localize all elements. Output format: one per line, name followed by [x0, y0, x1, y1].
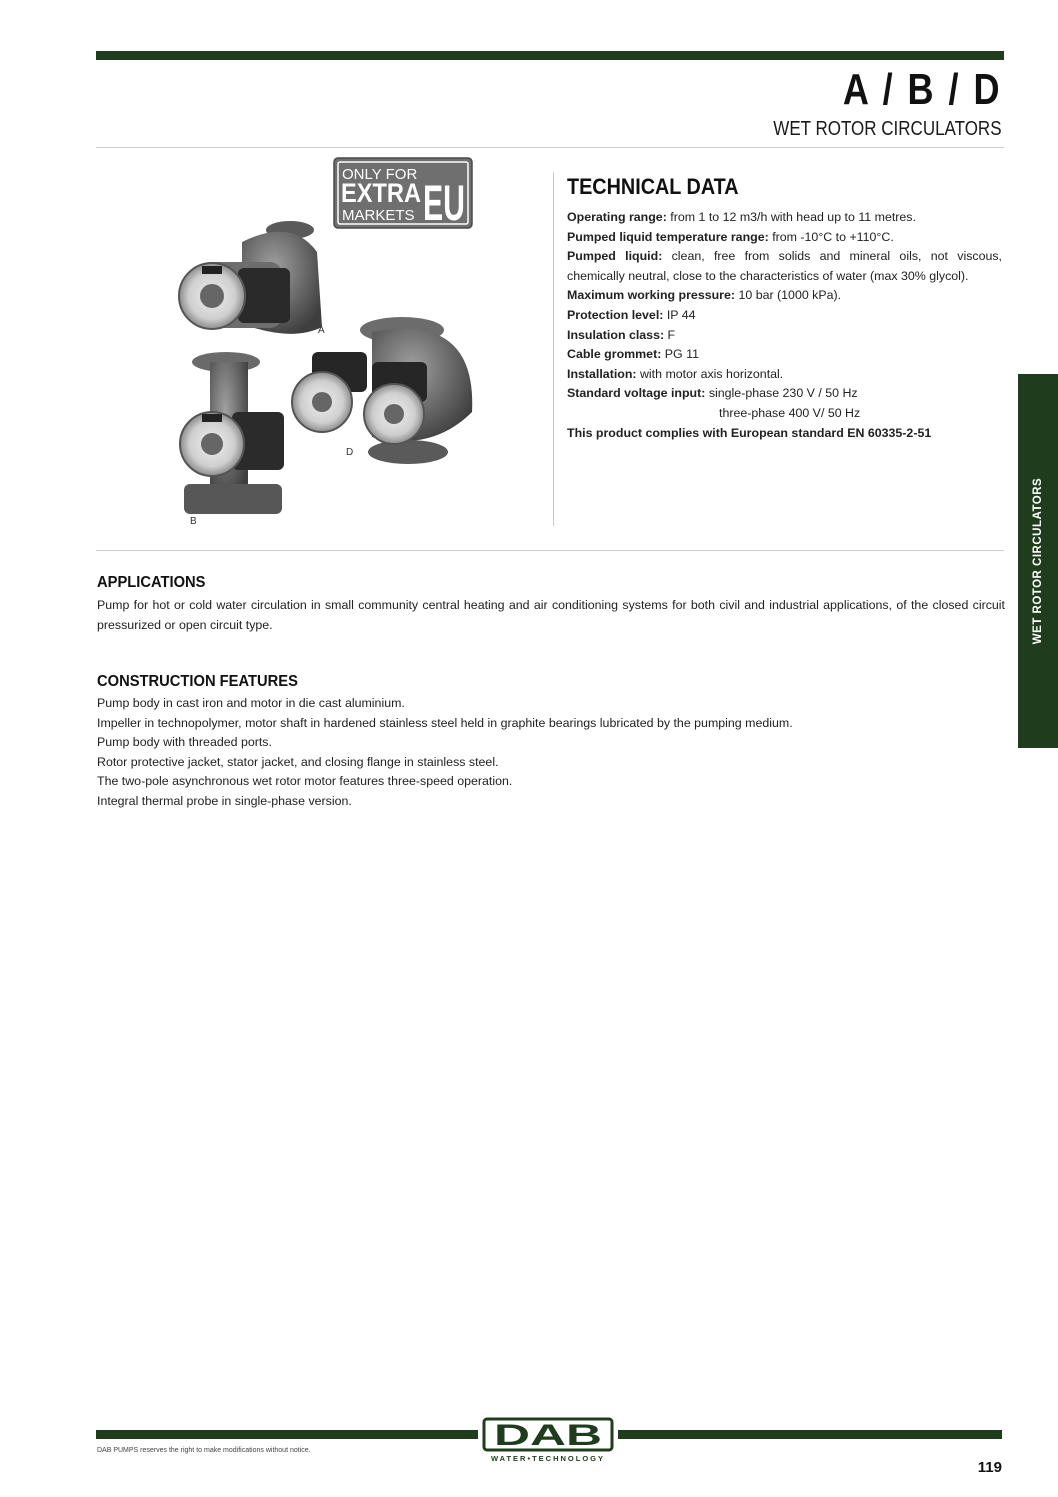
applications-text — [97, 596, 1005, 635]
technical-data — [567, 208, 1002, 443]
spec-label: Standard voltage input: — [567, 386, 706, 401]
construction-line: Rotor protective jacket, stator jacket, and closing flange in stainless steel. — [97, 754, 499, 769]
spec-label: Maximum working pressure: — [567, 288, 736, 303]
spec-value: from -10°C to +110°C. — [772, 229, 894, 244]
spec-value: three-phase 400 V/ 50 Hz — [719, 405, 861, 420]
pump-label-a: A — [318, 325, 325, 336]
page-subtitle: WET ROTOR CIRCULATORS — [773, 118, 1002, 140]
divider — [96, 147, 1004, 148]
applications-heading: APPLICATIONS — [97, 574, 206, 591]
spec-value: with motor axis horizontal. — [639, 366, 784, 381]
pump-photo — [172, 212, 484, 528]
pump-label-d: D — [346, 447, 354, 458]
spec-installation — [567, 365, 1002, 385]
construction-line: Integral thermal probe in single-phase version. — [97, 793, 352, 808]
spec-voltage — [567, 384, 1002, 404]
construction-line: Pump body in cast iron and motor in die cast aluminium. — [97, 696, 405, 710]
badge-line1: ONLY FOR — [342, 166, 418, 183]
column-divider — [553, 172, 554, 526]
spec-pumped-liquid — [567, 247, 1002, 286]
footer-rule-right — [618, 1430, 1002, 1439]
spec-pressure — [567, 286, 1002, 306]
badge-eu: EU — [423, 175, 465, 231]
spec-voltage-2 — [567, 404, 1002, 424]
badge-line3: MARKETS — [342, 207, 415, 224]
pump-b — [180, 352, 284, 514]
badge-line2: EXTRA — [341, 178, 421, 208]
spec-label: Insulation class: — [567, 327, 665, 342]
pump-a — [179, 221, 322, 334]
spec-value: IP 44 — [666, 307, 696, 322]
spec-label: Operating range: — [567, 210, 667, 224]
logo-text: DAB — [494, 1419, 602, 1452]
spec-value: PG 11 — [664, 347, 699, 362]
dab-logo — [478, 1416, 618, 1464]
technical-heading: TECHNICAL DATA — [567, 174, 739, 199]
spec-compliance: This product complies with European standard EN 60335-2-51 — [567, 425, 932, 440]
page-number: 119 — [977, 1459, 1002, 1476]
spec-temperature — [567, 228, 1002, 248]
construction-line: Pump body with threaded ports. — [97, 735, 272, 750]
pump-d — [292, 317, 472, 464]
spec-value: clean, free from solids and mineral oils, not viscous, chemically neutral, close to the characteristics of water (max 30% glycol). — [567, 249, 1003, 283]
spec-operating-range — [567, 208, 1002, 228]
spec-label: Protection level: — [567, 307, 664, 322]
construction-line: Impeller in technopolymer, motor shaft in hardened stainless steel held in graphite bearings lubricated by the pumping medium. — [97, 715, 793, 730]
spec-label: Pumped liquid temperature range: — [567, 229, 769, 244]
section-side-tab — [1018, 374, 1058, 748]
construction-list — [97, 694, 1005, 812]
divider — [96, 550, 1004, 551]
spec-grommet — [567, 345, 1002, 365]
spec-protection — [567, 306, 1002, 326]
spec-value: single-phase 230 V / 50 Hz — [708, 386, 858, 401]
spec-label: Pumped liquid: — [567, 249, 663, 264]
pump-label-b: B — [190, 516, 197, 527]
spec-value: from 1 to 12 m3/h with head up to 11 metres. — [670, 210, 916, 224]
construction-heading: CONSTRUCTION FEATURES — [97, 673, 298, 690]
page-title: A / B / D — [842, 65, 1002, 114]
logo-tagline: WATER•TECHNOLOGY — [490, 1454, 606, 1463]
footer-rule-left — [96, 1430, 478, 1439]
spec-insulation — [567, 326, 1002, 346]
spec-label: Installation: — [567, 366, 637, 381]
spec-label: Cable grommet: — [567, 347, 662, 362]
side-tab-label: WET ROTOR CIRCULATORS — [1032, 477, 1044, 645]
construction-line: The two-pole asynchronous wet rotor motor features three-speed operation. — [97, 774, 513, 789]
applications-paragraph: Pump for hot or cold water circulation in small community central heating and air conditioning systems for both civil and industrial applications, of the closed circuit pressurized or open circuit type. — [97, 598, 1005, 632]
header-rule — [96, 51, 1004, 60]
spec-value: 10 bar (1000 kPa). — [738, 288, 842, 303]
footer-disclaimer: DAB PUMPS reserves the right to make modifications without notice. — [97, 1447, 311, 1454]
spec-value: F — [667, 327, 676, 342]
